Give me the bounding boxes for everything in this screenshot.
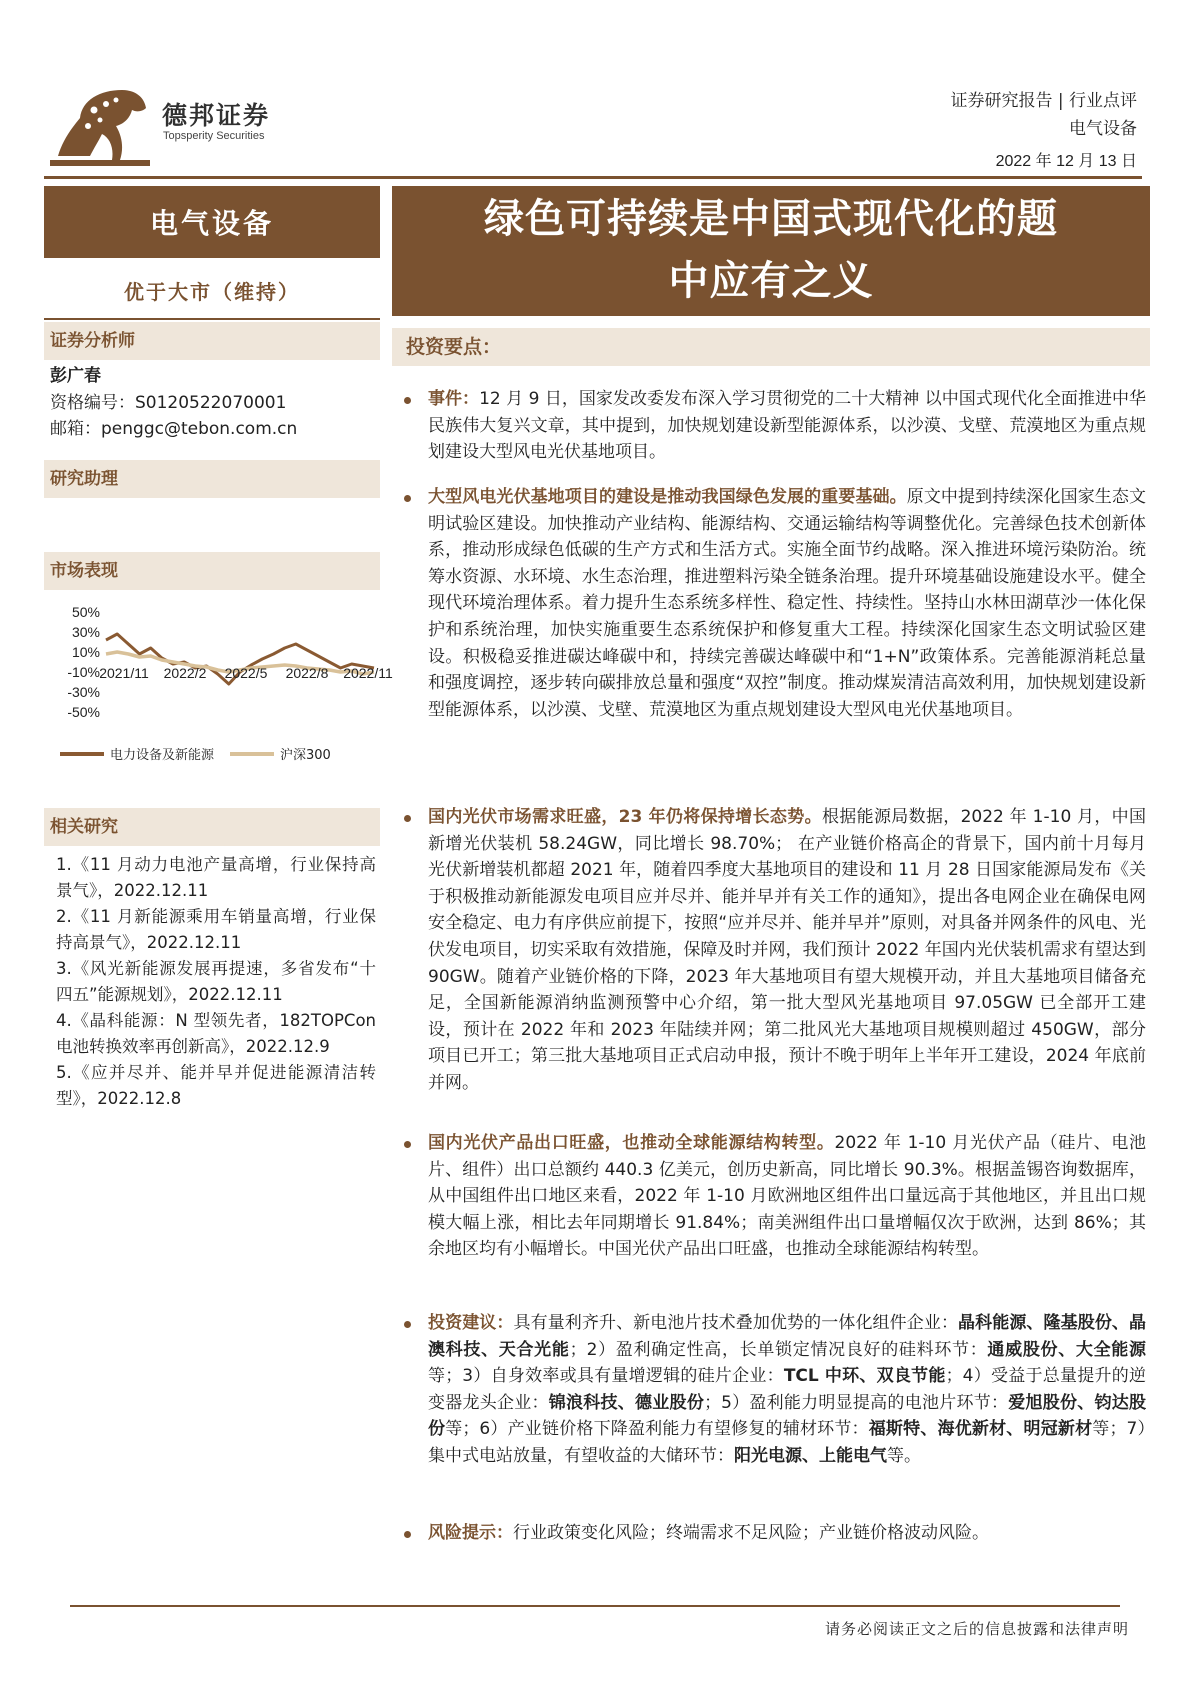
x-tick-label: 2022/5 bbox=[224, 665, 268, 681]
bullet-text: 12 月 9 日，国家发改委发布深入学习贯彻党的二十大精神 以中国式现代化全面推进中华民族伟大复兴文章，其中提到，加快规划建设新型能源体系，以沙漠、戈壁、荒漠地区为重点规划建设大型风电光伏基地项目。 bbox=[428, 389, 1147, 463]
brand-logo bbox=[50, 78, 150, 174]
y-tick-label: 30% bbox=[71, 624, 100, 640]
invest-text: ；2）盈利确定性高，长单锁定情况良好的硅料环节： bbox=[569, 1339, 988, 1360]
x-tick-label: 2021/11 bbox=[99, 665, 149, 681]
industry-label: 电气设备 bbox=[44, 186, 380, 258]
key-points-head: 投资要点： bbox=[392, 328, 1150, 366]
related-item[interactable]: 3.《风光新能源发展再提速，多省发布“十四五”能源规划》，2022.12.11 bbox=[56, 959, 376, 1004]
bullet-risk bbox=[400, 1520, 1146, 1547]
report-sector: 电气设备 bbox=[1069, 119, 1137, 139]
bullet-text: 2022 年 1-10 月光伏产品（硅片、电池片、组件）出口总额约 440.3 亿美元，创历史新高，同比增长 90.3%。根据盖锡咨询数据库，从中国组件出口地区来看，2022 年 1-10 月欧洲地区组件出口量远高于其他地区，并且出口规模大幅上涨，相比去年同期增长 91.84%；南美洲组件出口量增幅仅次于欧洲，达到 86%；其余地区均有小幅增长。中国光伏产品出口旺盛，也推动全球能源结构转型。 bbox=[428, 1133, 1147, 1260]
report-title bbox=[392, 186, 1150, 316]
recommended-companies: 福斯特、海优新材、明冠新材 bbox=[868, 1419, 1093, 1440]
bullet-text: 根据能源局数据，2022 年 1-10 月，中国新增光伏装机 58.24GW，同比增长 98.70%； 在产业链价格高企的背景下，国内前十月每月光伏新增装机都超 2021 年，随着四季度大基地项目的建设和 11 月 28 日国家能源局发布《关于积极推动新能源发电项目应并尽并、能并早并有关工作的通知》，提出各电网企业在确保电网安全稳定、电力有序供应前提下，按照“应并尽并、能并早并”原则，对具备并网条件的风电、光伏发电项目，切实采取有效措施，保障及时并网，我们预计 2022 年国内光伏装机需求有望达到 90GW。随着产业链价格的下降，2023 年大基地项目有望大规模开动，并且大基地项目储备充足，全国新能源消纳监测预警中心介绍，第一批大型风光基地项目 97.05GW 已全部开工建设，预计在 2022 年和 2023 年陆续并网；第二批风光大基地项目规模则超过 450GW，部分项目已开工；第三批大基地项目正式启动申报，预计不晚于明年上半年开工建设，2024 年底前并网。 bbox=[428, 807, 1147, 1093]
recommended-companies: 通威股份、大全能源 bbox=[987, 1339, 1146, 1360]
analyst-name: 彭广春 bbox=[50, 366, 101, 386]
invest-text: 等；6）产业链价格下降盈利能力有望修复的辅材环节： bbox=[445, 1419, 869, 1440]
legend-label-index: 沪深300 bbox=[280, 748, 331, 763]
related-item[interactable]: 5.《应并尽并、能并早并促进能源清洁转型》，2022.12.8 bbox=[56, 1063, 376, 1108]
invest-text: 等。 bbox=[887, 1445, 921, 1466]
y-tick-label: -10% bbox=[67, 664, 100, 680]
market-performance-chart bbox=[44, 600, 393, 740]
legend-label-sector: 电力设备及新能源 bbox=[110, 748, 215, 763]
footer-disclaimer[interactable]: 请务必阅读正文之后的信息披露和法律声明 bbox=[824, 1620, 1129, 1638]
bullet-lead: 风险提示： bbox=[428, 1523, 513, 1543]
related-item[interactable]: 1.《11 月动力电池产量高增，行业保持高景气》，2022.12.11 bbox=[56, 855, 376, 900]
bullet-text bbox=[428, 1313, 1146, 1466]
leopard-logo-icon bbox=[50, 78, 150, 174]
x-tick-label: 2022/2 bbox=[163, 665, 207, 681]
related-section-head: 相关研究 bbox=[44, 808, 380, 846]
bullet-lead: 国内光伏市场需求旺盛，23 年仍将保持增长态势。 bbox=[428, 807, 822, 827]
bullet-text: 原文中提到持续深化国家生态文明试验区建设。加快推动产业结构、能源结构、交通运输结构等调整优化。完善绿色技术创新体系，推动形成绿色低碳的生产方式和生活方式。实施全面节约战略。深入推进环境污染防治。统筹水资源、水环境、水生态治理，推进塑料污染全链条治理。提升环境基础设施建设水平。健全现代环境治理体系。着力提升生态系统多样性、稳定性、持续性。坚持山水林田湖草沙一体化保护和系统治理，加快实施重要生态系统保护和修复重大工程。持续深化国家生态文明试验区建设。积极稳妥推进碳达峰碳中和，持续完善碳达峰碳中和“1+N”政策体系。完善能源消耗总量和强度调控，逐步转向碳排放总量和强度“双控”制度。推动煤炭清洁高效利用，加快规划建设新型能源体系，以沙漠、戈壁、荒漠地区为重点规划建设大型风电光伏基地项目。 bbox=[428, 487, 1147, 720]
invest-text: ；4）受益于总量提升的逆变器龙头企业： bbox=[428, 1366, 1146, 1413]
footer-divider bbox=[70, 1605, 1120, 1607]
related-item[interactable]: 4.《晶科能源：N 型领先者，182TOPCon 电池转换效率再创新高》，2022.12.9 bbox=[56, 1011, 376, 1056]
title-line-2: 中应有之义 bbox=[668, 257, 874, 304]
report-type: 证券研究报告 | 行业点评 bbox=[950, 91, 1137, 111]
brand-name: 德邦证券 bbox=[162, 101, 271, 130]
related-item[interactable]: 2.《11 月新能源乘用车销量高增，行业保持高景气》，2022.12.11 bbox=[56, 907, 376, 952]
legend-swatch-sector bbox=[60, 752, 104, 756]
invest-text: 等；3）自身效率或具有量增逻辑的硅片企业： bbox=[428, 1366, 784, 1387]
recommended-companies: 晶科能源、隆基股份、晶澳科技、天合光能 bbox=[428, 1313, 1147, 1360]
related-research-list bbox=[56, 852, 376, 1112]
x-tick-label: 2022/8 bbox=[285, 665, 329, 681]
y-tick-label: -30% bbox=[67, 684, 100, 700]
bullet-investment bbox=[400, 1310, 1146, 1470]
bullet-lead: 投资建议： bbox=[428, 1313, 514, 1333]
bullet-domestic-demand bbox=[400, 804, 1146, 1097]
report-date: 2022 年 12 月 13 日 bbox=[995, 153, 1137, 170]
recommended-companies: 阳光电源、上能电气 bbox=[734, 1445, 887, 1466]
invest-text: ；5）盈利能力明显提高的电池片环节： bbox=[704, 1392, 1009, 1413]
title-line-1: 绿色可持续是中国式现代化的题 bbox=[484, 195, 1058, 242]
analyst-section-head: 证券分析师 bbox=[44, 322, 380, 360]
rating-divider bbox=[44, 318, 380, 320]
y-tick-label: 10% bbox=[71, 644, 100, 660]
bullet-lead: 事件： bbox=[428, 389, 480, 409]
chart-legend bbox=[60, 744, 331, 763]
assistant-section-head: 研究助理 bbox=[44, 460, 380, 498]
analyst-email[interactable]: 邮箱：penggc@tebon.com.cn bbox=[50, 419, 298, 439]
invest-text: 具有量利齐升、新电池片技术叠加优势的一体化组件企业： bbox=[513, 1313, 959, 1333]
market-section-head: 市场表现 bbox=[44, 552, 380, 590]
y-tick-label: 50% bbox=[71, 604, 100, 620]
bullet-event bbox=[400, 386, 1146, 466]
x-tick-label: 2022/11 bbox=[343, 665, 393, 681]
bullet-lead: 国内光伏产品出口旺盛，也推动全球能源结构转型。 bbox=[428, 1133, 835, 1153]
bullet-lead: 大型风电光伏基地项目的建设是推动我国绿色发展的重要基础。 bbox=[428, 487, 907, 507]
legend-swatch-index bbox=[230, 752, 274, 756]
brand-name-en: Topsperity Securities bbox=[163, 130, 265, 142]
bullet-text: 行业政策变化风险；终端需求不足风险；产业链价格波动风险。 bbox=[513, 1523, 989, 1543]
header-divider bbox=[44, 176, 1142, 179]
bullet-exports bbox=[400, 1130, 1146, 1263]
invest-text: 等；7）集中式电站放量，有望收益的大储环节： bbox=[428, 1419, 1147, 1466]
bullet-base-projects bbox=[400, 484, 1146, 723]
recommended-companies: 锦浪科技、德业股份 bbox=[548, 1392, 705, 1413]
recommended-companies: 爱旭股份、钧达股份 bbox=[428, 1392, 1146, 1440]
analyst-license: 资格编号：S0120522070001 bbox=[50, 393, 287, 413]
recommended-companies: TCL 中环、双良节能 bbox=[783, 1366, 946, 1387]
y-tick-label: -50% bbox=[67, 704, 100, 720]
rating: 优于大市（维持） bbox=[124, 280, 300, 304]
